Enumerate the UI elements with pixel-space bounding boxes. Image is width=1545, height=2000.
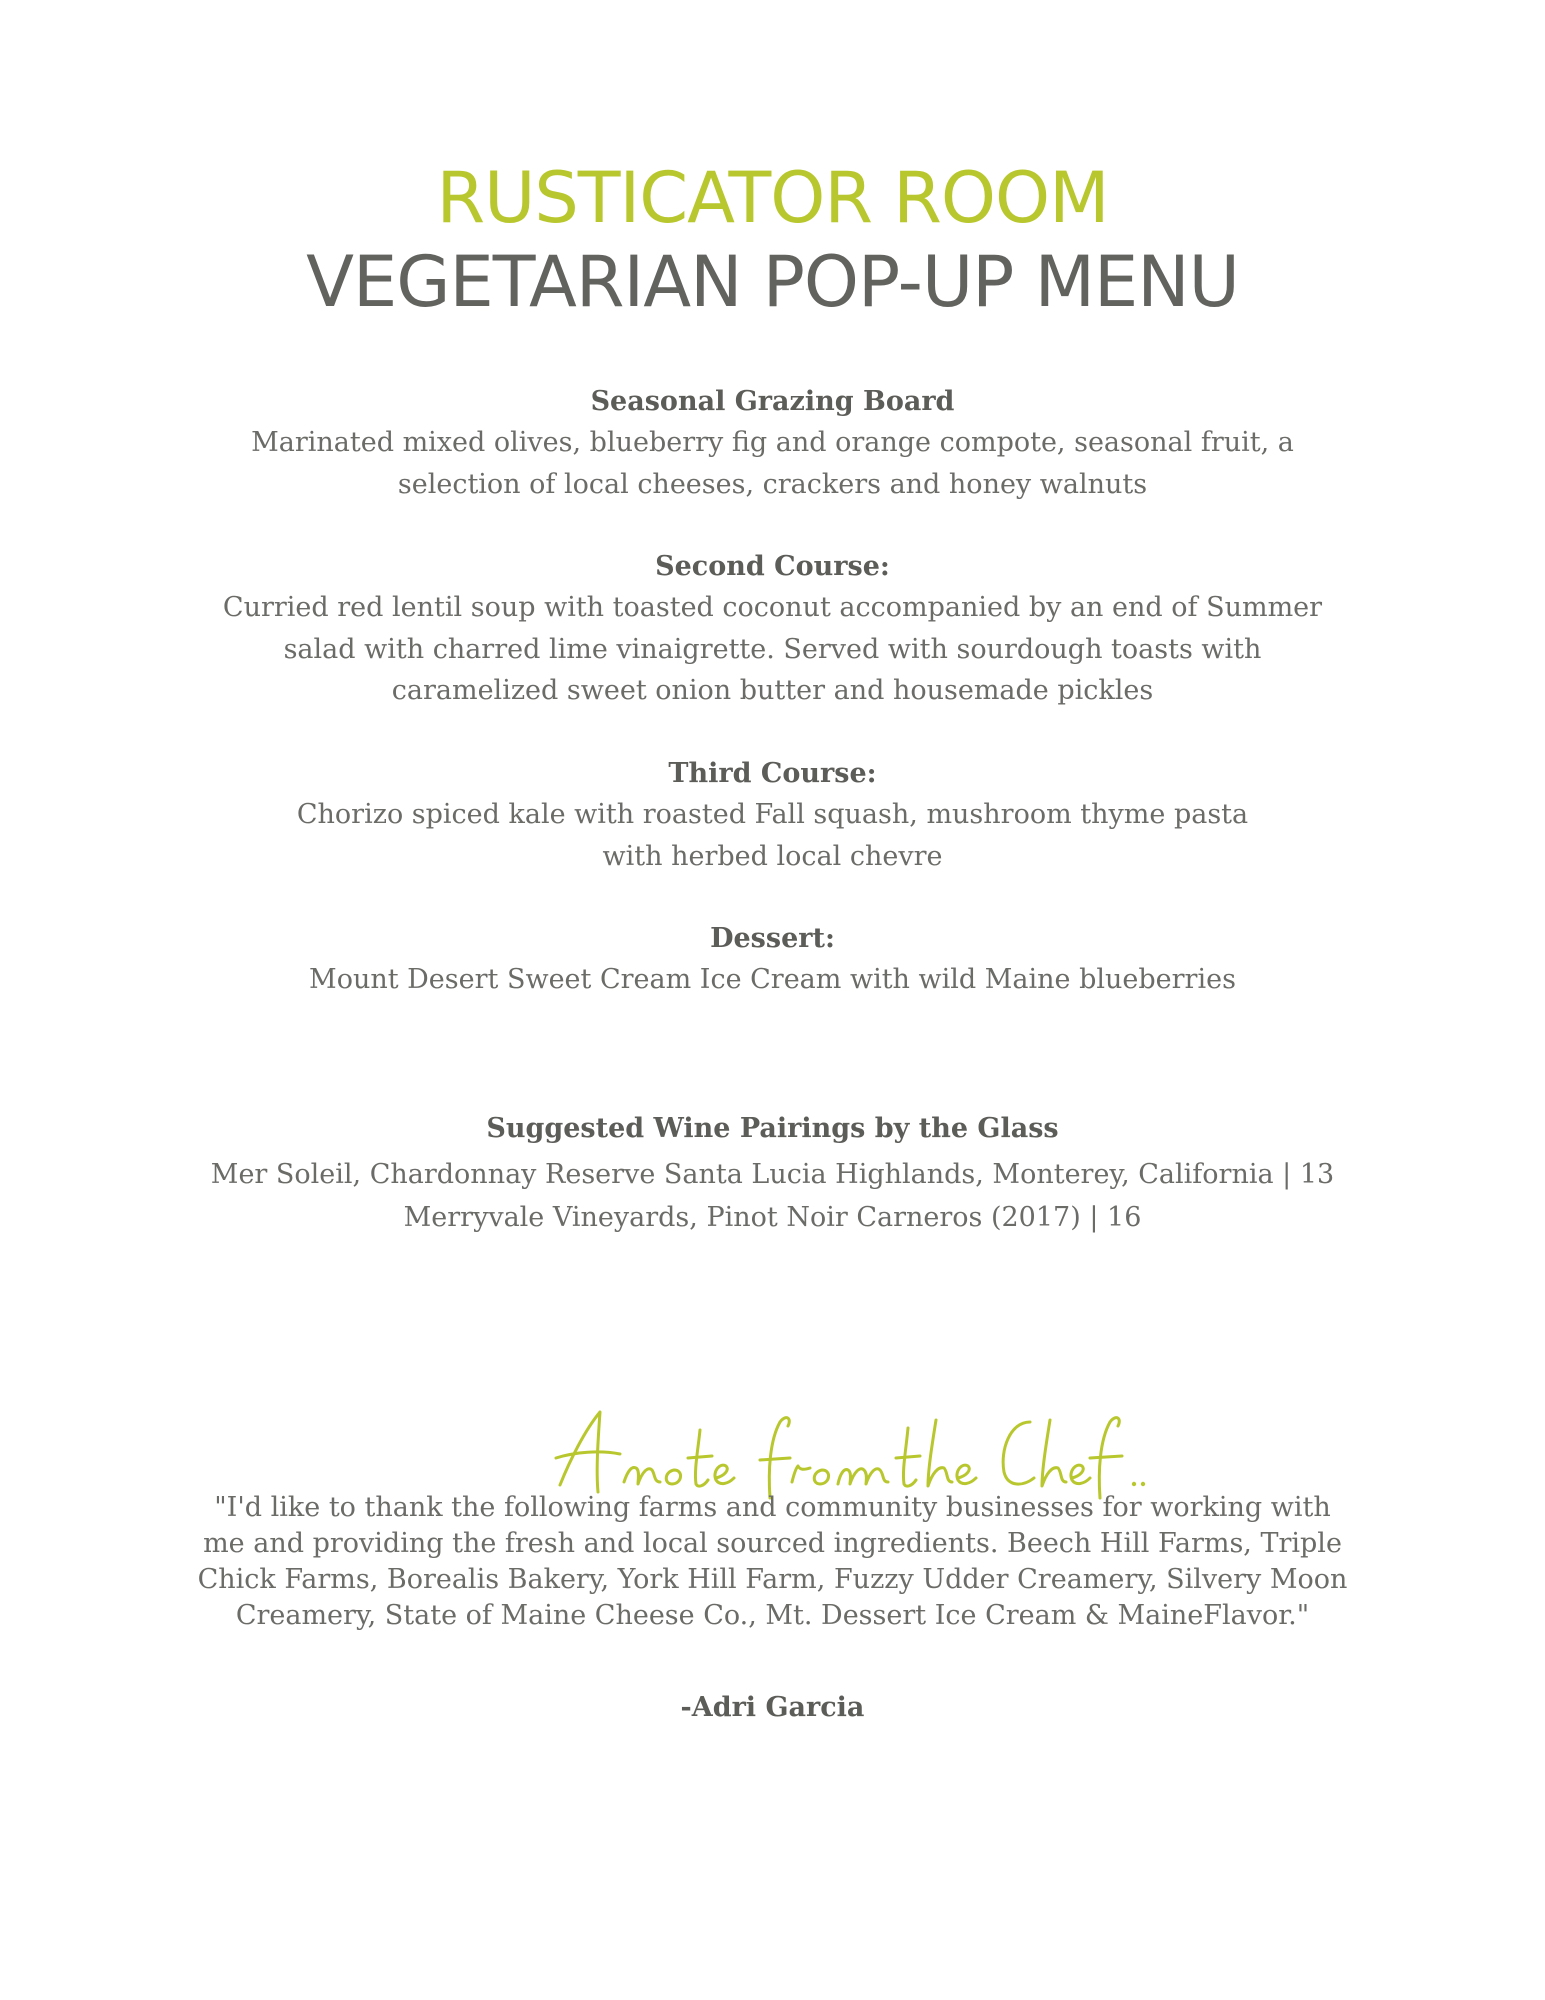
note-line: Chick Farms, Borealis Bakery, York Hill Farm, Fuzzy Udder Creamery, Silvery Moon: [197, 1564, 1348, 1595]
chef-note: [100, 1490, 1445, 1634]
description-line: caramelized sweet onion butter and housemade pickles: [391, 675, 1154, 706]
course-heading: Dessert:: [710, 923, 835, 954]
signature-text: -Adri Garcia: [680, 1692, 865, 1723]
course-third: [140, 754, 1405, 877]
description-line: salad with charred lime vinaigrette. Served with sourdough toasts with: [283, 633, 1262, 665]
course-second: [140, 547, 1405, 712]
course-dessert: [140, 919, 1405, 1001]
note-line: "I'd like to thank the following farms and community businesses for working with: [214, 1492, 1331, 1523]
wine-item: Merryvale Vineyards, Pinot Noir Carneros (2017) | 16: [403, 1202, 1142, 1233]
restaurant-name: RUSTICATOR ROOM: [436, 157, 1109, 239]
course-grazing-board: [140, 382, 1405, 505]
course-heading: Third Course:: [668, 758, 877, 789]
note-line: Creamery, State of Maine Cheese Co., Mt. Dessert Ice Cream & MaineFlavor.": [235, 1600, 1310, 1631]
description-line: Mount Desert Sweet Cream Ice Cream with wild Maine blueberries: [309, 964, 1236, 995]
course-description: [140, 422, 1405, 505]
description-line: selection of local cheeses, crackers and honey walnuts: [397, 468, 1148, 500]
wine-heading: Suggested Wine Pairings by the Glass: [486, 1113, 1059, 1144]
course-description: [140, 794, 1405, 877]
course-heading: Second Course:: [655, 551, 890, 582]
course-description: [140, 587, 1405, 712]
note-line: me and providing the fresh and local sourced ingredients. Beech Hill Farms, Triple: [203, 1528, 1342, 1559]
menu-title: VEGETARIAN POP-UP MENU: [306, 241, 1239, 323]
wine-item: Mer Soleil, Chardonnay Reserve Santa Lucia Highlands, Monterey, California | 13: [210, 1159, 1335, 1190]
course-description: [140, 959, 1405, 1001]
description-line: with herbed local chevre: [602, 840, 943, 872]
chef-signature: [140, 1688, 1405, 1728]
description-line: Chorizo spiced kale with roasted Fall squash, mushroom thyme pasta: [296, 799, 1249, 830]
course-heading: Seasonal Grazing Board: [590, 386, 955, 417]
description-line: Curried red lentil soup with toasted coconut accompanied by an end of Summer: [222, 592, 1323, 623]
description-line: Marinated mixed olives, blueberry fig and orange compote, seasonal fruit, a: [251, 427, 1294, 458]
wine-pairings: [140, 1109, 1405, 1239]
